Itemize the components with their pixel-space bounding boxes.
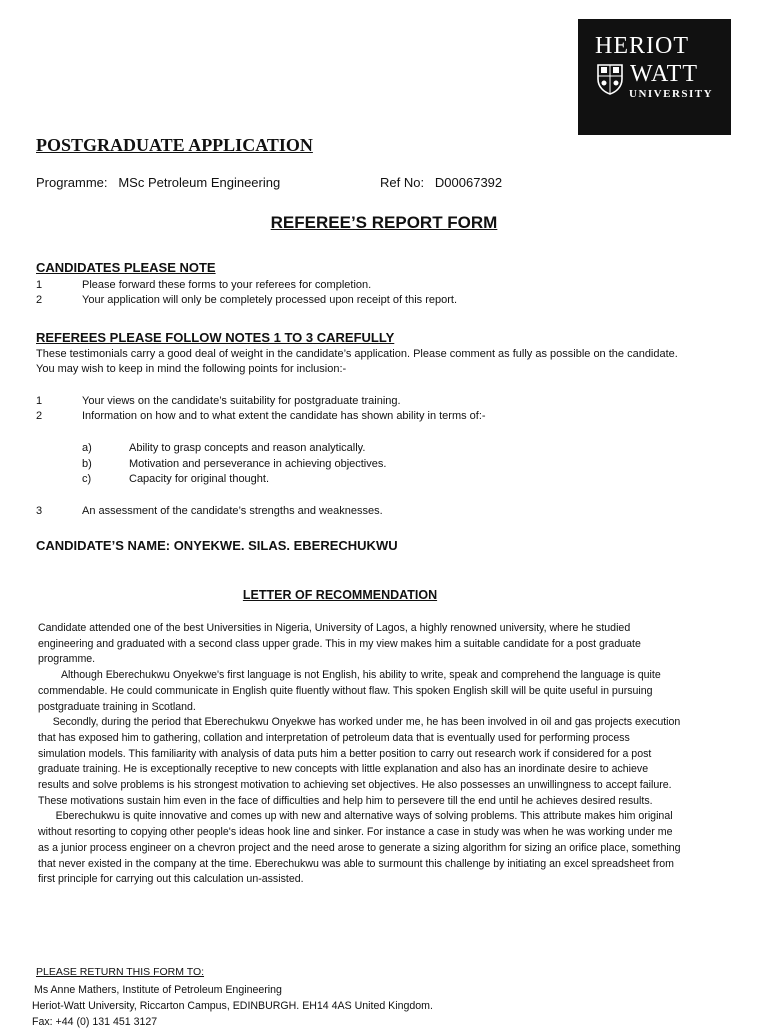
referees-intro-1: These testimonials carry a good deal of weight in the candidate’s application. Please comment as fully as possible on the candidate. <box>36 348 678 360</box>
note-number: 3 <box>36 505 43 517</box>
subitem-text: Capacity for original thought. <box>129 473 270 485</box>
letter-line: Although Eberechukwu Onyekwe's first language is not English, his ability to write, speak and comprehend the language is quite <box>38 669 661 682</box>
note-number: 2 <box>36 294 43 306</box>
return-address-line-1: Ms Anne Mathers, Institute of Petroleum Engineering <box>34 984 282 996</box>
programme-line: Programme: MSc Petroleum Engineering <box>36 175 281 190</box>
letter-line: Eberechukwu is quite innovative and comes up with new and alternative ways of solving problems. This attribute makes him original <box>38 810 673 823</box>
candidates-note-heading: CANDIDATES PLEASE NOTE <box>36 260 216 275</box>
referees-intro-2: You may wish to keep in mind the following points for inclusion:- <box>36 363 347 375</box>
letter-line: first principle for carrying out this calculation un-assisted. <box>38 873 304 886</box>
logo-line-2: WATT <box>630 61 698 87</box>
ref-number: Ref No: D00067392 <box>380 175 503 190</box>
return-address-line-2: Heriot-Watt University, Riccarton Campus, EDINBURGH. EH14 4AS United Kingdom. <box>32 1000 433 1012</box>
subitem-label: c) <box>82 473 92 485</box>
letter-line: postgraduate training in Scotland. <box>38 700 196 713</box>
letter-line: that has exposed him to gathering, collation and interpretation of petroleum data that is eventually used for performing process <box>38 731 630 744</box>
letter-line: without resorting to copying other people's ideas hook line and sinker. For instance a case in study was when he was working under me <box>38 826 673 839</box>
crest-icon <box>596 63 624 95</box>
note-text: Your views on the candidate’s suitability for postgraduate training. <box>82 395 401 407</box>
note-number: 1 <box>36 395 43 407</box>
note-number: 2 <box>36 410 43 422</box>
return-fax: Fax: +44 (0) 131 451 3127 <box>32 1016 158 1028</box>
letter-line: simulation models. This familiarity with analysis of data puts him a better position to carry out research work if considered for a post <box>38 747 652 760</box>
letter-line: that never existed in the company at the time. Eberechukwu was able to surmount this challenge by initiating an excel spreadsheet from <box>38 857 674 870</box>
subitem-label: a) <box>82 442 92 454</box>
subitem-label: b) <box>82 458 92 470</box>
logo-line-3: UNIVERSITY <box>629 88 714 100</box>
letter-line: as a junior process engineer on a chevron project and the need arose to generate a sizing algorithm for sizing an orifice place, something <box>38 841 681 854</box>
note-text: An assessment of the candidate’s strengths and weaknesses. <box>82 505 383 517</box>
letter-line: engineering and graduated with a second class upper grade. This in my view makes him a suitable candidate for a post graduate <box>38 637 641 650</box>
letter-title: LETTER OF RECOMMENDATION <box>242 588 438 602</box>
letter-body <box>38 621 754 888</box>
letter-line: Secondly, during the period that Eberechukwu Onyekwe has worked under me, he has been involved in oil and gas projects execution <box>38 716 681 729</box>
letter-line: These motivations sustain him even in the face of difficulties and help him to persevere till the end until he achieves desired results. <box>38 794 653 807</box>
note-number: 1 <box>36 279 43 291</box>
candidate-name: CANDIDATE’S NAME: ONYEKWE. SILAS. EBERECHUKWU <box>36 538 398 553</box>
letter-line: results and solve problems is his strongest motivation to achieving set objectives. He also possesses an unwillingness to accept failure. <box>38 779 672 792</box>
note-text: Your application will only be completely processed upon receipt of this report. <box>82 294 458 306</box>
letter-line: programme. <box>38 653 96 666</box>
subitem-text: Ability to grasp concepts and reason analytically. <box>129 442 366 454</box>
letter-line: commendable. He could communicate in English quite fluently without flaw. This spoken English skill will be quite useful in pursuing <box>38 684 653 697</box>
heriot-watt-logo <box>578 19 731 135</box>
referees-note-heading: REFEREES PLEASE FOLLOW NOTES 1 TO 3 CAREFULLY <box>36 330 395 345</box>
page-title: POSTGRADUATE APPLICATION <box>36 135 313 155</box>
logo-line-1: HERIOT <box>595 33 689 59</box>
return-heading: PLEASE RETURN THIS FORM TO: <box>36 966 205 978</box>
subitem-text: Motivation and perseverance in achieving objectives. <box>129 458 387 470</box>
letter-line: Candidate attended one of the best Universities in Nigeria, University of Lagos, a highly renowned university, where he studied <box>38 622 631 634</box>
letter-line: graduate training. He is exceptionally receptive to new concepts with little explanation and also has an inordinate desire to achieve <box>38 763 649 776</box>
form-title: REFEREE’S REPORT FORM <box>270 213 498 232</box>
note-text: Please forward these forms to your referees for completion. <box>82 279 372 291</box>
note-text: Information on how and to what extent the candidate has shown ability in terms of:- <box>82 410 486 422</box>
